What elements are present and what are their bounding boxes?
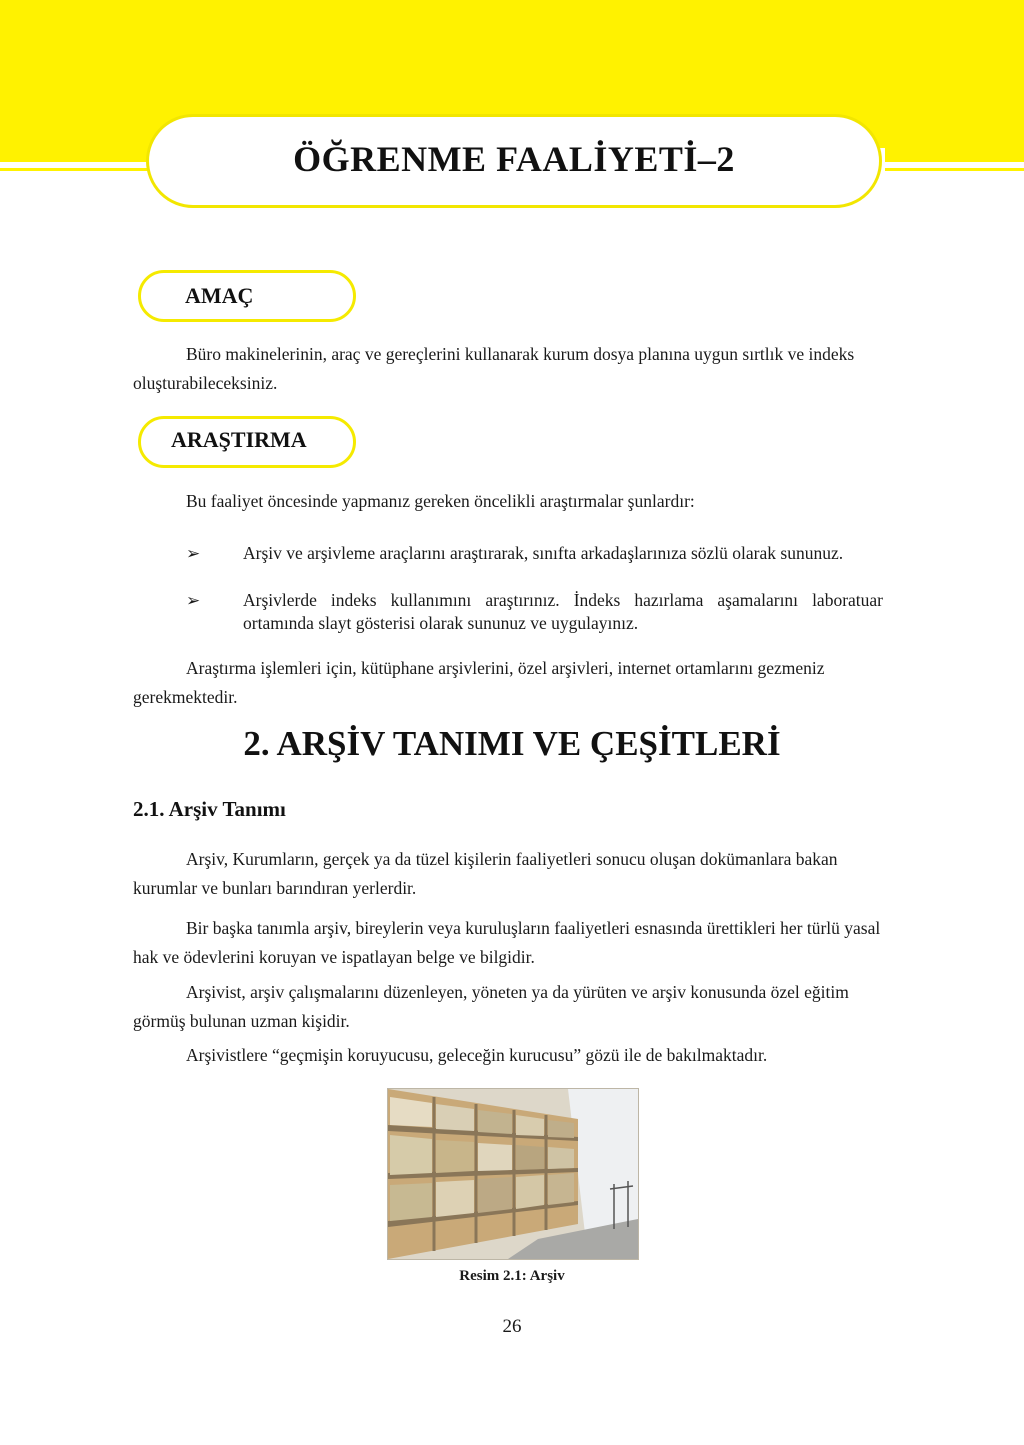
header-stripe-left	[0, 148, 150, 162]
page-number: 26	[502, 1316, 522, 1337]
arrow-bullet-icon: ➢	[186, 544, 201, 563]
paragraph: Arşivistlere “geçmişin koruyucusu, geleceğin kurucusu” gözü ile de bakılmaktadır.	[186, 1045, 768, 1065]
bullet-text: Arşivlerde indeks kullanımını araştırınız. İndeks hazırlama aşamalarını laboratuar ortamında slayt gösterisi olarak sununuz ve uygulayınız.	[243, 590, 883, 633]
paragraph: Arşivist, arşiv çalışmalarını düzenleyen, yöneten ya da yürüten ve arşiv konusunda özel eğitim görmüş bulunan uzman kişidir.	[133, 982, 849, 1031]
header-thin-stripe-left	[0, 168, 150, 171]
arastirma-heading: ARAŞTIRMA	[171, 427, 307, 452]
amac-heading: AMAÇ	[185, 283, 254, 308]
header-thin-stripe-right	[885, 168, 1024, 171]
arrow-bullet-icon: ➢	[186, 591, 201, 610]
bullet-text: Arşiv ve arşivleme araçlarını araştırarak, sınıfta arkadaşlarınıza sözlü olarak sununuz.	[243, 543, 844, 563]
arastirma-intro: Bu faaliyet öncesinde yapmanız gereken öncelikli araştırmalar şunlardır:	[186, 491, 695, 511]
amac-text: Büro makinelerinin, araç ve gereçlerini kullanarak kurum dosya planına uygun sırtlık ve indeks oluşturabileceksiniz.	[133, 344, 855, 393]
section-heading: 2.1. Arşiv Tanımı	[133, 797, 286, 821]
figure-caption: Resim 2.1: Arşiv	[459, 1268, 565, 1284]
chapter-title: 2. ARŞİV TANIMI VE ÇEŞİTLERİ	[243, 724, 781, 763]
paragraph: Bir başka tanımla arşiv, bireylerin veya kuruluşların faaliyetleri esnasında ürettikleri her türlü yasal hak ve ödevlerini koruyan ve ispatlayan belge ve bilgidir.	[133, 918, 881, 967]
header-stripe-right	[885, 148, 1024, 162]
archive-shelves-photo	[387, 1088, 639, 1260]
paragraph: Arşiv, Kurumların, gerçek ya da tüzel kişilerin faaliyetleri sonucu oluşan dokümanlara bakan kurumlar ve bunları barındıran yerlerdir.	[133, 849, 838, 898]
arastirma-outro: Araştırma işlemleri için, kütüphane arşivlerini, özel arşivleri, internet ortamlarını gezmeniz gerekmektedir.	[133, 658, 825, 707]
page-title: ÖĞRENME FAALİYETİ–2	[293, 139, 735, 179]
